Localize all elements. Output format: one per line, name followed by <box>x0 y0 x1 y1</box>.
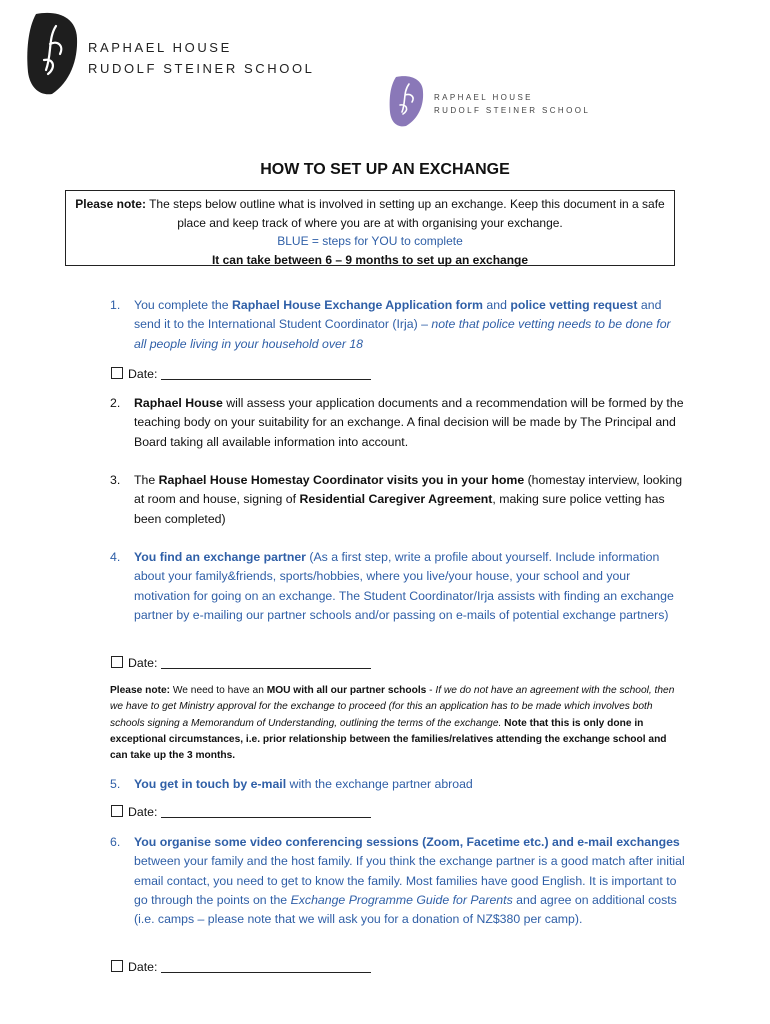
checkbox-1[interactable] <box>111 367 123 379</box>
date-label-3: Date: <box>128 805 158 819</box>
step-6-text-d: and agree on additional costs (i.e. camps – please note that we will ask you for a donation of NZ$380 per camp). <box>134 892 677 927</box>
step-2 <box>110 394 685 452</box>
intro-note-label: Please note: <box>75 197 146 211</box>
logo-secondary-line2: RUDOLF STEINER SCHOOL <box>434 106 591 115</box>
step-4 <box>110 548 685 625</box>
step-6-text-b: between your family and the host family. If you think the exchange partner is a good match after initial email contact, you need to get to know the family. Most families have good English. It is important to go through the points on the <box>134 854 685 907</box>
step-3-number: 3. <box>110 473 121 487</box>
mou-ref: MOU with all our partner schools <box>266 685 427 696</box>
date-field-3[interactable] <box>111 805 371 819</box>
step-2-number: 2. <box>110 396 121 410</box>
step-4-text-b: (As a first step, write a profile about yourself. Include information about your family&friends, sports/hobbies, where you live/your house, your school and your motivation for going on an exchange. The Student Coordinator/Irja assists with finding an exchange partner by e-mailing our partner schools and/or passing on e-mails of potential exchange partners) <box>134 550 674 622</box>
mou-note-text-c: - <box>426 685 436 696</box>
homestay-coordinator-ref: Raphael House Homestay Coordinator visits you in your home <box>158 473 525 487</box>
checkbox-2[interactable] <box>111 656 123 668</box>
checkbox-4[interactable] <box>111 960 123 972</box>
step-3 <box>110 471 685 529</box>
parents-guide-ref: Exchange Programme Guide for Parents <box>290 892 513 907</box>
mou-note-bold: Note that this is only done in exceptional circumstances, i.e. prior relationship between the families/relatives attending the exchange school and can take up the 3 months. <box>110 717 667 762</box>
logo-secondary-line1: RAPHAEL HOUSE <box>434 93 533 102</box>
step-1-text-c: and <box>483 298 511 312</box>
caregiver-agreement-ref: Residential Caregiver Agreement <box>299 492 493 507</box>
step-5 <box>110 775 685 794</box>
step-6-text-a: You organise some video conferencing sessions (Zoom, Facetime etc.) and e-mail exchanges <box>134 835 680 849</box>
step-6-number: 6. <box>110 835 121 849</box>
logo-primary-line2: RUDOLF STEINER SCHOOL <box>88 61 315 76</box>
school-emblem-icon <box>26 10 78 96</box>
step-5-text-a: You get in touch by e-mail <box>134 777 287 791</box>
checkbox-3[interactable] <box>111 805 123 817</box>
step-4-text-a: You find an exchange partner <box>134 550 306 564</box>
step-4-number: 4. <box>110 550 121 564</box>
step-6 <box>110 833 685 929</box>
application-form-ref: Raphael House Exchange Application form <box>232 298 483 312</box>
step-2-text-a: Raphael House <box>134 396 223 410</box>
date-field-4[interactable] <box>111 960 371 974</box>
step-1-text-e: and send it to the International Student Coordinator (Irja) – <box>134 298 662 332</box>
mou-note <box>110 683 682 764</box>
date-line-3[interactable] <box>161 805 371 818</box>
school-logo-secondary <box>388 74 628 130</box>
intro-note-box <box>65 190 675 266</box>
police-vetting-note: note that police vetting needs to be done for all people living in your household over 18 <box>134 317 671 351</box>
logo-primary-line1: RAPHAEL HOUSE <box>88 40 232 55</box>
step-2-text-b: will assess your application documents and a recommendation will be formed by the teaching body on your suitability for an exchange. A final decision will be made by The Principal and Board taking all available information into account. <box>134 396 684 449</box>
date-label-1: Date: <box>128 367 158 381</box>
intro-note-body: The steps below outline what is involved in setting up an exchange. Keep this document in a safe place and keep track of where you are at with organising your exchange. <box>145 197 665 230</box>
intro-note-text <box>66 195 674 232</box>
date-line-2[interactable] <box>161 656 371 669</box>
step-3-text-a: The <box>134 473 159 487</box>
date-field-1[interactable] <box>111 367 371 381</box>
date-label-2: Date: <box>128 656 158 670</box>
police-vetting-ref: police vetting request <box>510 298 638 312</box>
mou-note-text-a: We need to have an <box>170 685 267 696</box>
date-label-4: Date: <box>128 960 158 974</box>
step-1 <box>110 296 685 354</box>
date-line-1[interactable] <box>161 367 371 380</box>
step-1-text-a: You complete the <box>134 298 232 312</box>
date-line-4[interactable] <box>161 960 371 973</box>
document-title: HOW TO SET UP AN EXCHANGE <box>260 161 510 178</box>
step-1-number: 1. <box>110 298 121 312</box>
school-logo-primary <box>26 10 315 100</box>
duration-note: It can take between 6 – 9 months to set up an exchange <box>211 252 529 267</box>
step-5-text-b: with the exchange partner abroad <box>286 777 473 791</box>
step-5-number: 5. <box>110 777 121 791</box>
date-field-2[interactable] <box>111 656 371 670</box>
mou-note-label: Please note: <box>110 685 171 696</box>
school-emblem-purple-icon <box>388 74 424 128</box>
step-3-text-c: (homestay interview, looking at room and house, signing of <box>134 473 683 507</box>
mou-note-italic: If we do not have an agreement with the school, then we have to get Ministry approval for the exchange to proceed (for this an application has to be made which involves both schools signing a Memorandum of Understanding, outlining the terms of the exchange. <box>110 685 675 729</box>
blue-legend: BLUE = steps for YOU to complete <box>277 234 463 248</box>
step-3-text-e: , making sure police vetting has been completed) <box>134 492 665 526</box>
